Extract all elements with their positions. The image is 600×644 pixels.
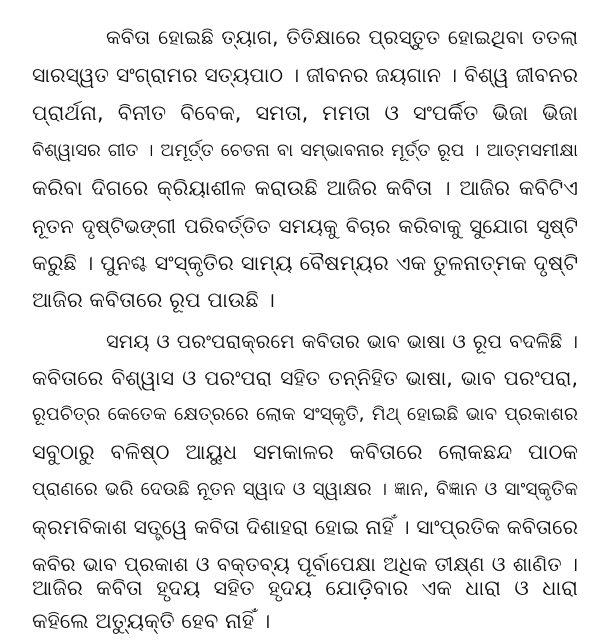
paragraph-1-line-2: ସାରସ୍ୱତ ସଂଗ୍ରାମର ସତ୍ୟପାଠ । ଜୀବନର ଜୟଗାନ । ବିଶ୍ୱ ଜୀବନର: [32, 63, 578, 87]
paragraph-2-line-2: କବିତାରେ ବିଶ୍ୱାସ ଓ ପରଂପରା ସହିତ ତନ୍ନିହିତ ଭାଷା, ଭାବ ପରଂପରା,: [32, 366, 578, 390]
paragraph-2-line-8: ଆଜିର କବିତା ହୃଦୟ ସହିତ ହୃଦୟ ଯୋଡ଼ିବାର ଏକ ଧାରା ଓ ଧାରା: [32, 576, 578, 600]
paragraph-2-line-6: କ୍ରମବିକାଶ ସତ୍ତ୍ୱେ କବିତା ଦିଶାହରା ହୋଇ ନାହିଁ । ସାଂପ୍ରତିକ କବିତାରେ: [32, 515, 578, 539]
paragraph-2-line-4: ସବୁଠାରୁ ବଳିଷ୍ଠ ଆୟୁଧ ସମକାଳର କବିତାରେ ଲୋକଛନ୍ଦ ପାଠକ: [32, 440, 578, 464]
paragraph-1-line-3: ପ୍ରାର୍ଥନା, ବିନୀତ ବିବେକ, ସମତା, ମମତା ଓ ସଂପର୍କିତ ଭିଜା ଭିଜା: [32, 101, 578, 125]
paragraph-2-line-1: ସମୟ ଓ ପରଂପରାକ୍ରମେ କବିତାର ଭାବ ଭାଷା ଓ ରୂପ ବଦଳିଛି ।: [106, 330, 578, 353]
paragraph-1-line-7: କରୁଛି । ପୁନଶ୍ଚ ସଂସ୍କୃତିର ସାମ୍ୟ ବୈଷମ୍ୟର ଏକ ତୁଳନାତ୍ମକ ଦୃଷ୍ଟି: [32, 251, 578, 275]
paragraph-2-line-5: ପ୍ରାଣରେ ଭରି ଦେଉଛି ନୂତନ ସ୍ୱାଦ ଓ ସ୍ୱାକ୍ଷର । ଜ୍ଞାନ, ବିଜ୍ଞାନ ଓ ସାଂସ୍କୃତିକ: [32, 479, 578, 500]
paragraph-2-line-3: ରୂପଚିତ୍ର କେତେକ କ୍ଷେତ୍ରରେ ଲୋକ ସଂସ୍କୃତି, ମିଥ୍ ହୋଇଛି ଭାବ ପ୍ରକାଶର: [32, 404, 578, 425]
paragraph-1-line-4: ବିଶ୍ୱାସର ଗୀତ । ଅମୂର୍ତ୍ତ ଚେତନା ବା ସମ୍ଭାବନାର ମୂର୍ତ୍ତ ରୂପ । ଆତ୍ମସମୀକ୍ଷା: [32, 140, 578, 161]
paragraph-2-line-7: କବିର ଭାବ ପ୍ରକାଶ ଓ ବକ୍ତବ୍ୟ ପୂର୍ବାପେକ୍ଷା ଅଧିକ ତୀକ୍ଷ୍ଣ ଓ ଶାଣିତ ।: [32, 552, 578, 576]
paragraph-1-line-5: କରିବା ଦିଗରେ କ୍ରିୟାଶୀଳ କରାଉଛି ଆଜିର କବିତା । ଆଜିର କବିଟିଏ: [32, 176, 578, 200]
paragraph-2-line-9: କହିଲେ ଅତ୍ୟୁକ୍ତି ହେବ ନାହିଁ ।: [32, 609, 271, 633]
paragraph-1-line-8: ଆଜିର କବିତାରେ ରୂପ ପାଉଛି ।: [32, 288, 275, 312]
paragraph-1-line-1: କବିତା ହୋଇଛି ତ୍ୟାଗ, ତିତିକ୍ଷାରେ ପ୍ରସ୍ତୁତ ହୋଇଥିବା ତତଲା: [106, 25, 578, 49]
paragraph-1-line-6: ନୂତନ ଦୃଷ୍ଟିଭଙ୍ଗୀ ପରିବର୍ତ୍ତିତ ସମୟକୁ ବିଚାର କରିବାକୁ ସୁଯୋଗ ସୃଷ୍ଟି: [32, 214, 578, 238]
